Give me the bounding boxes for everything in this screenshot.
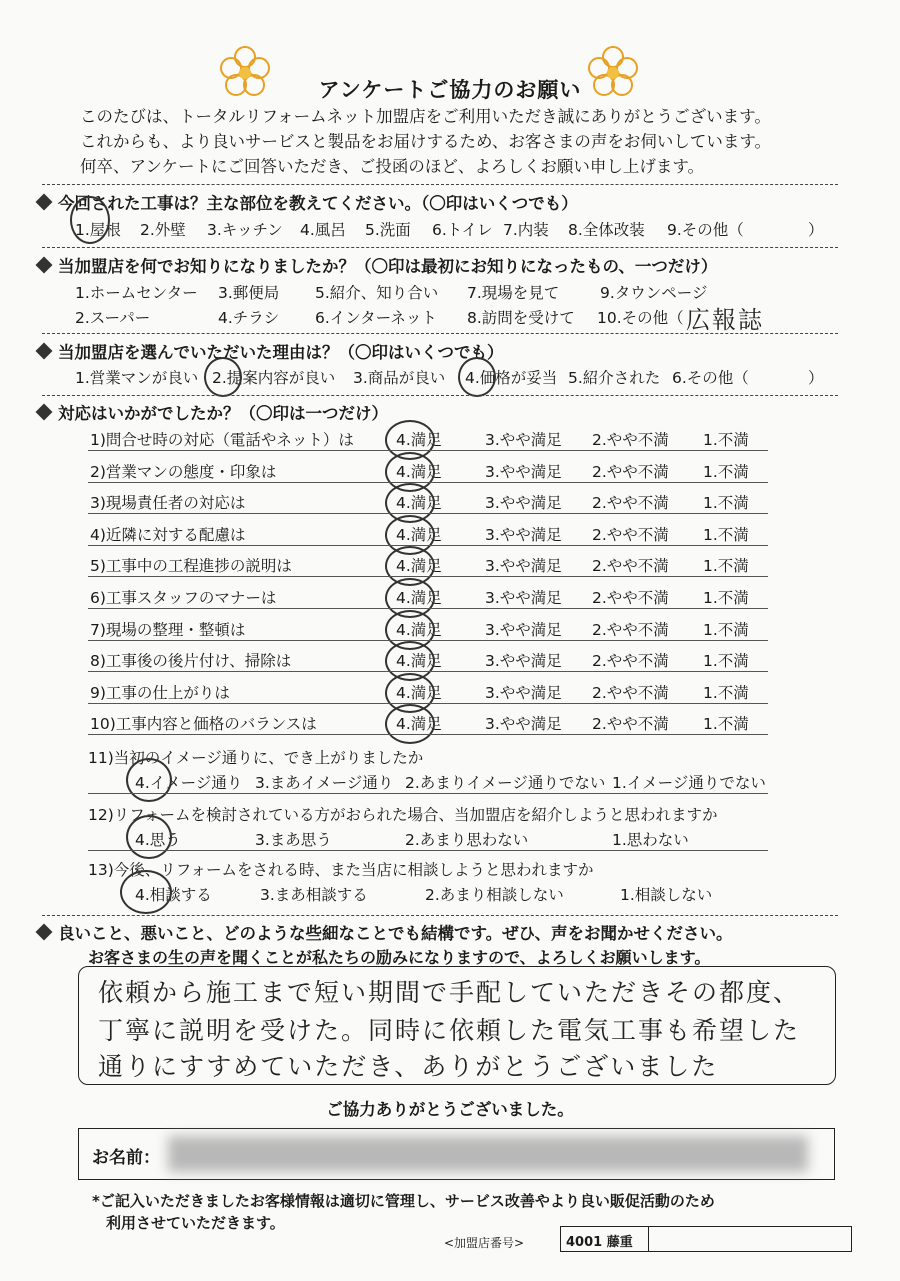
comments-prompt-2: お客さまの生の声を聞くことが私たちの励みになりますので、よろしくお願いします。 <box>88 948 711 967</box>
thanks-text: ご協力ありがとうございました。 <box>326 1100 574 1119</box>
answer-circle-mark <box>458 357 496 397</box>
q4-rating-option[interactable]: 1.不満 <box>703 652 749 670</box>
q4-rating-option[interactable]: 1.不満 <box>703 463 749 481</box>
intro-line: これからも、より良いサービスと製品をお届けするため、お客さまの声をお伺いしています。 <box>80 132 772 151</box>
q3-option[interactable]: 6.その他（ <box>672 369 749 387</box>
q13-option[interactable]: 4.相談する <box>135 886 212 904</box>
q2-handwritten-other: 広報誌 <box>686 306 764 334</box>
q4-rating-option[interactable]: 4.満足 <box>396 652 442 670</box>
q3-option[interactable]: 4.価格が妥当 <box>465 369 558 387</box>
q4-rating-option[interactable]: 4.満足 <box>396 557 442 575</box>
q1-option[interactable]: 4.風呂 <box>300 221 346 239</box>
q4-rating-option[interactable]: 3.やや満足 <box>485 463 562 481</box>
q11-question: 11)当初のイメージ通りに、でき上がりましたか <box>88 749 424 767</box>
rule-line <box>88 513 768 514</box>
q4-rating-option[interactable]: 3.やや満足 <box>485 526 562 544</box>
q4-rating-option[interactable]: 4.満足 <box>396 463 442 481</box>
q4-item-label: 1)問合せ時の対応（電話やネット）は <box>90 431 354 449</box>
comments-prompt: 良いこと、悪いこと、どのような些細なことでも結構です。ぜひ、声をお聞かせください。 <box>38 920 733 944</box>
q1-option[interactable]: 7.内装 <box>503 221 549 239</box>
q2-option[interactable]: 4.チラシ <box>218 309 280 327</box>
q2-option[interactable]: 2.スーパー <box>75 309 151 327</box>
store-number-label: <加盟店番号> <box>444 1236 525 1250</box>
intro-line: このたびは、トータルリフォームネット加盟店をご利用いただき誠にありがとうございます。 <box>80 107 771 126</box>
q4-rating-option[interactable]: 4.満足 <box>396 621 442 639</box>
q4-item-label: 9)工事の仕上がりは <box>90 684 230 702</box>
q3-option[interactable]: 5.紹介された <box>568 369 661 387</box>
rule-line <box>88 703 768 704</box>
q13-question: 13)今後、リフォームをされる時、また当店に相談しようと思われますか <box>88 861 594 879</box>
name-field-redacted[interactable] <box>168 1136 808 1172</box>
q2-option[interactable]: 7.現場を見て <box>467 284 560 302</box>
q13-option[interactable]: 1.相談しない <box>620 886 713 904</box>
rule-line <box>88 576 768 577</box>
q4-item-label: 2)営業マンの態度・印象は <box>90 463 277 481</box>
q12-option[interactable]: 3.まあ思う <box>255 831 332 849</box>
q4-rating-option[interactable]: 2.やや不満 <box>592 589 669 607</box>
q4-rating-option[interactable]: 3.やや満足 <box>485 557 562 575</box>
q4-rating-option[interactable]: 1.不満 <box>703 715 749 733</box>
q1-question: 今回された工事は？主な部位を教えてください。（〇印はいくつでも） <box>38 190 578 214</box>
rule-line <box>88 482 768 483</box>
rule-line <box>88 608 768 609</box>
q4-item-label: 4)近隣に対する配慮は <box>90 526 246 544</box>
q4-rating-option[interactable]: 3.やや満足 <box>485 589 562 607</box>
q2-option[interactable]: 6.インターネット <box>315 309 437 327</box>
q4-rating-option[interactable]: 3.やや満足 <box>485 652 562 670</box>
q1-option[interactable]: 3.キッチン <box>207 221 283 239</box>
rule-line <box>88 734 768 735</box>
q3-option[interactable]: 1.営業マンが良い <box>75 369 199 387</box>
page-title: アンケートご協力のお願い <box>318 78 582 102</box>
q4-rating-option[interactable]: 2.やや不満 <box>592 494 669 512</box>
q4-item-label: 10)工事内容と価格のバランスは <box>90 715 317 733</box>
q4-rating-option[interactable]: 2.やや不満 <box>592 715 669 733</box>
q1-option-close: ） <box>808 221 824 239</box>
rule-line <box>88 450 768 451</box>
q4-item-label: 8)工事後の後片付け、掃除は <box>90 652 292 670</box>
q4-rating-option[interactable]: 2.やや不満 <box>592 431 669 449</box>
q4-rating-option[interactable]: 3.やや満足 <box>485 621 562 639</box>
q4-rating-option[interactable]: 4.満足 <box>396 431 442 449</box>
rule-line <box>88 640 768 641</box>
q4-rating-option[interactable]: 1.不満 <box>703 526 749 544</box>
q2-option[interactable]: 1.ホームセンター <box>75 284 198 302</box>
q12-question: 12)リフォームを検討されている方がおられた場合、当加盟店を紹介しようと思われますか <box>88 806 718 824</box>
q13-option[interactable]: 2.あまり相談しない <box>425 886 564 904</box>
name-label: お名前： <box>92 1148 160 1168</box>
q3-option[interactable]: 2.提案内容が良い <box>212 369 336 387</box>
q4-rating-option[interactable]: 2.やや不満 <box>592 652 669 670</box>
rule-line <box>88 671 768 672</box>
answer-circle-mark <box>120 870 172 914</box>
answer-circle-mark <box>204 357 242 397</box>
divider <box>42 915 838 916</box>
q4-item-label: 6)工事スタッフのマナーは <box>90 589 277 607</box>
q4-rating-option[interactable]: 4.満足 <box>396 494 442 512</box>
store-box-divider <box>648 1226 649 1252</box>
q4-rating-option[interactable]: 2.やや不満 <box>592 526 669 544</box>
q1-option[interactable]: 2.外壁 <box>140 221 186 239</box>
q4-rating-option[interactable]: 3.やや満足 <box>485 684 562 702</box>
q4-rating-option[interactable]: 1.不満 <box>703 621 749 639</box>
q4-rating-option[interactable]: 2.やや不満 <box>592 621 669 639</box>
q4-rating-option[interactable]: 3.やや満足 <box>485 431 562 449</box>
q3-option[interactable]: 3.商品が良い <box>353 369 446 387</box>
q4-item-label: 7)現場の整理・整頓は <box>90 621 246 639</box>
footnote: *ご記入いただきましたお客様情報は適切に管理し、サービス改善やより良い販促活動のため <box>92 1192 715 1210</box>
q1-option[interactable]: 5.洗面 <box>365 221 411 239</box>
q12-option[interactable]: 4.思う <box>135 831 181 849</box>
q2-question: 当加盟店を何でお知りになりましたか？（〇印は最初にお知りになったもの、一つだけ） <box>38 253 717 277</box>
q4-item-label: 3)現場責任者の対応は <box>90 494 246 512</box>
q1-option[interactable]: 1.屋根 <box>75 221 121 239</box>
q2-option[interactable]: 3.郵便局 <box>218 284 280 302</box>
q4-rating-option[interactable]: 1.不満 <box>703 684 749 702</box>
q2-option[interactable]: 8.訪問を受けて <box>467 309 575 327</box>
q4-question: 対応はいかがでしたか？（〇印は一つだけ） <box>38 400 388 424</box>
divider <box>42 395 838 396</box>
q12-option[interactable]: 2.あまり思わない <box>405 831 529 849</box>
store-number-value: 4001 藤重 <box>566 1235 633 1250</box>
answer-circle-mark <box>70 196 110 244</box>
q4-rating-option[interactable]: 4.満足 <box>396 526 442 544</box>
q4-rating-option[interactable]: 4.満足 <box>396 715 442 733</box>
q11-option[interactable]: 4.イメージ通り <box>135 774 243 792</box>
rule-line <box>88 850 768 851</box>
q13-option[interactable]: 3.まあ相談する <box>260 886 368 904</box>
q2-option[interactable]: 9.タウンページ <box>600 284 708 302</box>
q4-rating-option[interactable]: 1.不満 <box>703 494 749 512</box>
intro-line: 何卒、アンケートにご回答いただき、ご投函のほど、よろしくお願い申し上げます。 <box>80 157 705 176</box>
q4-rating-option[interactable]: 2.やや不満 <box>592 463 669 481</box>
q4-rating-option[interactable]: 4.満足 <box>396 589 442 607</box>
answer-circle-mark <box>385 704 435 744</box>
divider <box>42 247 838 248</box>
answer-circle-mark <box>126 815 172 859</box>
comment-line: 通りにすすめていただき、ありがとうございました <box>98 1052 719 1081</box>
q4-rating-option[interactable]: 3.やや満足 <box>485 494 562 512</box>
q2-option[interactable]: 10.その他（ <box>597 309 684 327</box>
q4-rating-option[interactable]: 3.やや満足 <box>485 715 562 733</box>
q12-option[interactable]: 1.思わない <box>612 831 689 849</box>
answer-circle-mark <box>126 758 172 802</box>
q1-option[interactable]: 6.トイレ <box>432 221 493 239</box>
rule-line <box>88 793 768 794</box>
rule-line <box>88 545 768 546</box>
divider <box>42 333 838 334</box>
q11-option[interactable]: 2.あまりイメージ通りでない <box>405 774 606 792</box>
q4-rating-option[interactable]: 2.やや不満 <box>592 557 669 575</box>
q4-rating-option[interactable]: 1.不満 <box>703 589 749 607</box>
divider <box>42 184 838 185</box>
q4-rating-option[interactable]: 2.やや不満 <box>592 684 669 702</box>
footnote: 利用させていただきます。 <box>106 1214 285 1232</box>
q4-item-label: 5)工事中の工程進捗の説明は <box>90 557 292 575</box>
q2-option[interactable]: 5.紹介、知り合い <box>315 284 439 302</box>
comment-line: 丁寧に説明を受けた。同時に依頼した電気工事も希望した <box>98 1016 801 1045</box>
q1-option[interactable]: 8.全体改装 <box>568 221 645 239</box>
comment-line: 依頼から施工まで短い期間で手配していただきその都度、 <box>98 978 801 1007</box>
q4-rating-option[interactable]: 1.不満 <box>703 431 749 449</box>
q4-rating-option[interactable]: 1.不満 <box>703 557 749 575</box>
q11-option[interactable]: 3.まあイメージ通り <box>255 774 394 792</box>
q3-question: 当加盟店を選んでいただいた理由は？（〇印はいくつでも） <box>38 339 504 363</box>
q1-option[interactable]: 9.その他（ <box>667 221 744 239</box>
q4-rating-option[interactable]: 4.満足 <box>396 684 442 702</box>
q11-option[interactable]: 1.イメージ通りでない <box>612 774 766 792</box>
q3-option-close: ） <box>808 369 824 387</box>
